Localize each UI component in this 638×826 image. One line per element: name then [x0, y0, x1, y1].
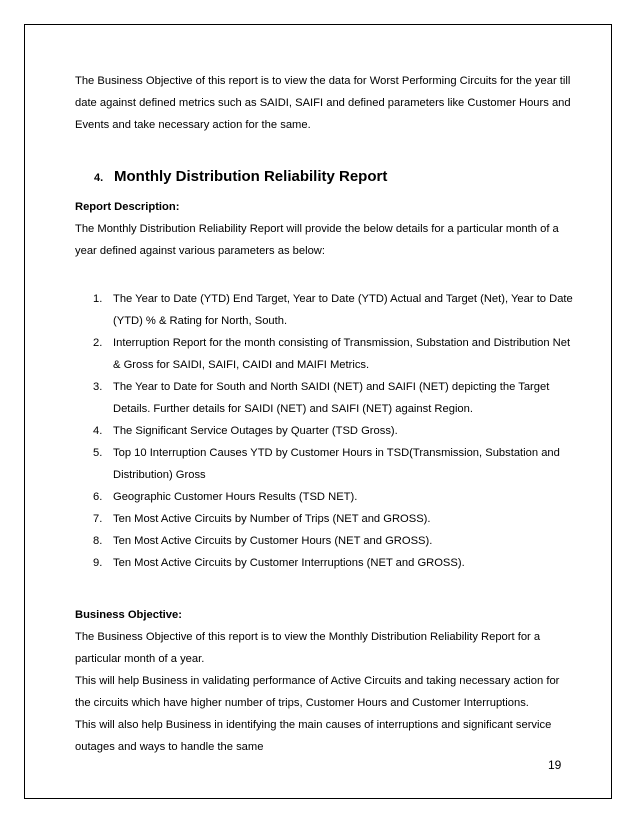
page-content [75, 70, 575, 758]
report-description-text: The Monthly Distribution Reliability Report will provide the below details for a particular month of a year defined against various parameters as below: [75, 223, 559, 257]
list-item [75, 442, 575, 486]
list-item-text: Ten Most Active Circuits by Customer Interruptions (NET and GROSS). [113, 557, 465, 569]
list-item-number: 6. [93, 491, 103, 503]
list-item-number: 8. [93, 535, 103, 547]
business-objective-para-3: This will also help Business in identifying the main causes of interruptions and significant service outages and ways to handle the same [75, 719, 552, 753]
page-number: 19 [548, 758, 562, 772]
list-item-text: Ten Most Active Circuits by Number of Trips (NET and GROSS). [113, 513, 431, 525]
section-title: Monthly Distribution Reliability Report [114, 168, 388, 185]
list-item [75, 420, 575, 442]
list-item-number: 4. [93, 425, 103, 437]
list-item-number: 1. [93, 293, 103, 305]
business-objective-label: Business Objective: [75, 609, 182, 621]
list-item [75, 508, 575, 530]
list-item-text: Top 10 Interruption Causes YTD by Customer Hours in TSD(Transmission, Substation and Distribution) Gross [113, 447, 560, 481]
list-item-text: The Year to Date (YTD) End Target, Year to Date (YTD) Actual and Target (Net), Year to Date (YTD) % & Rating for North, South. [113, 293, 573, 327]
list-item-number: 9. [93, 557, 103, 569]
list-item [75, 552, 575, 574]
list-item-text: Interruption Report for the month consisting of Transmission, Substation and Distribution Net & Gross for SAIDI, SAIFI, CAIDI and MAIFI Metrics. [113, 337, 571, 371]
list-item-number: 2. [93, 337, 103, 349]
business-objective-para-2: This will help Business in validating performance of Active Circuits and taking necessary action for the circuits which have higher number of trips, Customer Hours and Customer Interruptions. [75, 675, 560, 709]
section-number: 4. [94, 172, 104, 184]
list-item [75, 530, 575, 552]
list-item-text: Geographic Customer Hours Results (TSD NET). [113, 491, 358, 503]
list-item-number: 7. [93, 513, 103, 525]
report-details-list [75, 288, 575, 574]
list-item [75, 332, 575, 376]
list-item [75, 288, 575, 332]
section-heading [75, 166, 575, 194]
list-item [75, 376, 575, 420]
list-item-text: The Significant Service Outages by Quarter (TSD Gross). [113, 425, 398, 437]
list-item-text: The Year to Date for South and North SAIDI (NET) and SAIFI (NET) depicting the Target Details. Further details for SAIDI (NET) and SAIFI (NET) against Region. [113, 381, 550, 415]
list-item-number: 5. [93, 447, 103, 459]
list-item-text: Ten Most Active Circuits by Customer Hours (NET and GROSS). [113, 535, 433, 547]
report-description-label: Report Description: [75, 201, 180, 213]
list-item-number: 3. [93, 381, 103, 393]
list-item [75, 486, 575, 508]
business-objective-para-1: The Business Objective of this report is to view the Monthly Distribution Reliability Report for a particular month of a year. [75, 631, 541, 665]
intro-paragraph: The Business Objective of this report is to view the data for Worst Performing Circuits for the year till date against defined metrics such as SAIDI, SAIFI and defined parameters like Customer Hours and Events and take necessary action for the same. [75, 75, 571, 131]
